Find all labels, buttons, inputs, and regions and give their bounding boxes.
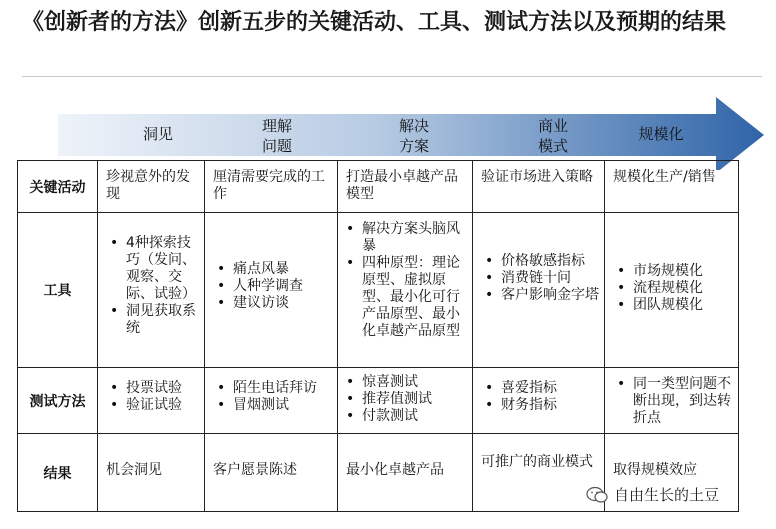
list-item: • 投票试验	[106, 380, 200, 397]
page-title: 《创新者的方法》创新五步的关键活动、工具、测试方法以及预期的结果	[22, 9, 727, 35]
row-header-activities: 关键活动	[18, 161, 98, 213]
result-cell: 最小化卓越产品	[338, 434, 473, 512]
tests-cell	[338, 368, 473, 434]
list-item: • 喜爱指标	[481, 380, 600, 397]
list-item: • 消费链十问	[481, 270, 600, 287]
list-item: • 价格敏感指标	[481, 253, 600, 270]
row-header-tests: 测试方法	[18, 368, 98, 434]
list-item: • 洞见获取系统	[106, 303, 200, 337]
result-cell: 客户愿景陈述	[205, 434, 338, 512]
list-item: • 解决方案头脑风暴	[342, 221, 468, 255]
list-item: • 流程规模化	[613, 280, 734, 297]
list-item: • 财务指标	[481, 397, 600, 414]
list-item: • 惊喜测试	[342, 374, 468, 391]
tools-cell	[98, 213, 205, 368]
row-activities	[18, 161, 739, 213]
list-item: • 四种原型：理论原型、虚拟原型、最小化可行产品原型、最小化卓越产品原型	[342, 255, 468, 340]
activity-cell: 厘清需要完成的工作	[205, 161, 338, 213]
stage-scale: 规模化	[638, 125, 684, 143]
wechat-icon	[586, 486, 608, 504]
activity-cell: 规模化生产/销售	[605, 161, 739, 213]
tools-cell	[605, 213, 739, 368]
stage-business-model: 商业 模式	[537, 117, 568, 155]
watermark-text: 自由生长的土豆	[614, 486, 720, 504]
list-item: • 冒烟测试	[213, 397, 333, 414]
activity-cell: 验证市场进入策略	[473, 161, 605, 213]
list-item: • 4种探索技巧（发问、观察、交际、试验）	[106, 235, 200, 303]
row-tools	[18, 213, 739, 368]
stage-understand-problem: 理解 问题	[261, 117, 292, 155]
tests-cell	[98, 368, 205, 434]
innovation-steps-table	[17, 160, 739, 512]
list-item: • 陌生电话拜访	[213, 380, 333, 397]
tools-cell	[338, 213, 473, 368]
stage-solution: 解决 方案	[398, 117, 429, 155]
watermark	[586, 484, 719, 505]
row-tests	[18, 368, 739, 434]
activity-cell: 珍视意外的发现	[98, 161, 205, 213]
row-header-tools: 工具	[18, 213, 98, 368]
tests-cell	[605, 368, 739, 434]
tests-cell	[205, 368, 338, 434]
list-item: • 人种学调查	[213, 278, 333, 295]
tools-cell	[205, 213, 338, 368]
row-header-results: 结果	[18, 434, 98, 512]
tests-cell	[473, 368, 605, 434]
result-cell: 取得规模效应	[605, 434, 739, 512]
tools-cell	[473, 213, 605, 368]
result-cell: 可推广的商业模式	[473, 434, 605, 512]
stage-insight: 洞见	[142, 125, 173, 143]
list-item: • 痛点风暴	[213, 261, 333, 278]
activity-cell: 打造最小卓越产品模型	[338, 161, 473, 213]
list-item: • 团队规模化	[613, 297, 734, 314]
list-item: • 同一类型问题不断出现，到达转折点	[613, 376, 734, 427]
result-cell: 机会洞见	[98, 434, 205, 512]
list-item: • 推荐值测试	[342, 391, 468, 408]
list-item: • 客户影响金字塔	[481, 287, 600, 304]
list-item: • 验证试验	[106, 397, 200, 414]
list-item: • 付款测试	[342, 408, 468, 425]
list-item: • 市场规模化	[613, 263, 734, 280]
list-item: • 建议访谈	[213, 295, 333, 312]
